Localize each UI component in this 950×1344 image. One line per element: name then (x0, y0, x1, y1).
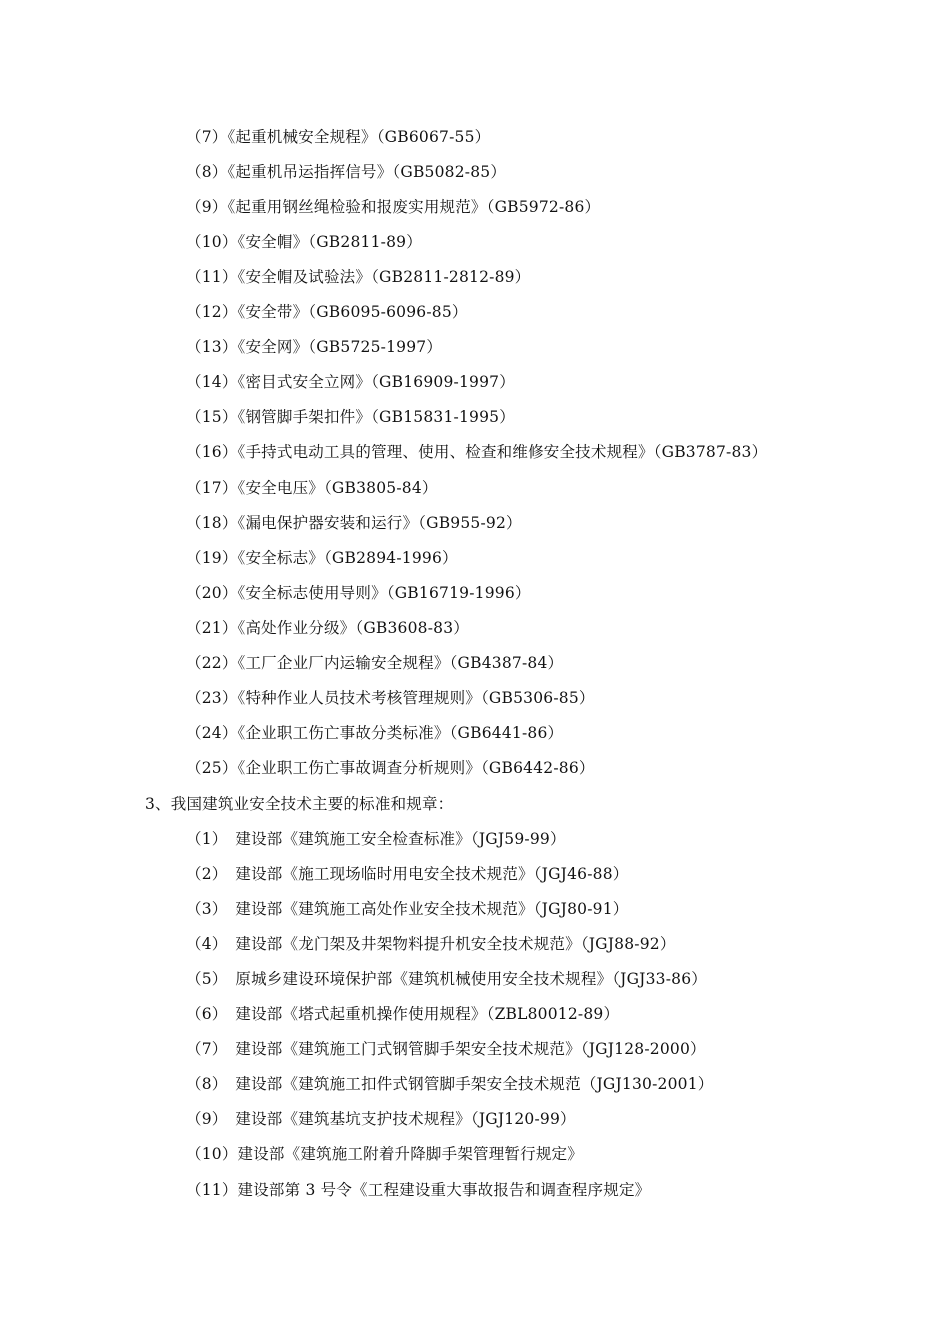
regulation-item: （10）建设部《建筑施工附着升降脚手架管理暂行规定》 (186, 1145, 583, 1163)
standard-item: （10）《安全帽》（GB2811-89） (186, 233, 422, 251)
standard-item: （21）《高处作业分级》（GB3608-83） (186, 619, 470, 637)
standard-item: （18）《漏电保护器安装和运行》（GB955-92） (186, 514, 522, 532)
standard-item: （16）《手持式电动工具的管理、使用、检查和维修安全技术规程》（GB3787-83） (186, 443, 768, 461)
standard-item: （22）《工厂企业厂内运输安全规程》（GB4387-84） (186, 654, 564, 672)
standard-item: （15）《钢管脚手架扣件》（GB15831-1995） (186, 408, 515, 426)
section-heading: 3、我国建筑业安全技术主要的标准和规章： (145, 795, 454, 813)
regulation-item: （9） 建设部《建筑基坑支护技术规程》（JGJ120-99） (186, 1110, 576, 1128)
standard-item: （23）《特种作业人员技术考核管理规则》（GB5306-85） (186, 689, 595, 707)
standard-item: （8）《起重机吊运指挥信号》（GB5082-85） (186, 163, 507, 181)
standard-item: （11）《安全帽及试验法》（GB2811-2812-89） (186, 268, 531, 286)
standard-item: （24）《企业职工伤亡事故分类标准》（GB6441-86） (186, 724, 564, 742)
regulation-item: （1） 建设部《建筑施工安全检查标准》（JGJ59-99） (186, 830, 566, 848)
standard-item: （20）《安全标志使用导则》（GB16719-1996） (186, 584, 531, 602)
standard-item: （12）《安全带》（GB6095-6096-85） (186, 303, 468, 321)
regulation-item: （6） 建设部《塔式起重机操作使用规程》（ZBL80012-89） (186, 1005, 620, 1023)
regulation-item: （8） 建设部《建筑施工扣件式钢管脚手架安全技术规范（JGJ130-2001） (186, 1075, 714, 1093)
standard-item: （17）《安全电压》（GB3805-84） (186, 479, 438, 497)
regulation-item: （5） 原城乡建设环境保护部《建筑机械使用安全技术规程》（JGJ33-86） (186, 970, 707, 988)
standard-item: （13）《安全网》（GB5725-1997） (186, 338, 443, 356)
regulation-item: （7） 建设部《建筑施工门式钢管脚手架安全技术规范》（JGJ128-2000） (186, 1040, 706, 1058)
regulation-item: （11）建设部第 3 号令《工程建设重大事故报告和调查程序规定》 (186, 1181, 651, 1199)
regulation-item: （2） 建设部《施工现场临时用电安全技术规范》（JGJ46-88） (186, 865, 629, 883)
standard-item: （25）《企业职工伤亡事故调查分析规则》（GB6442-86） (186, 759, 595, 777)
standard-item: （14）《密目式安全立网》（GB16909-1997） (186, 373, 515, 391)
regulation-item: （3） 建设部《建筑施工高处作业安全技术规范》（JGJ80-91） (186, 900, 629, 918)
standard-item: （19）《安全标志》（GB2894-1996） (186, 549, 458, 567)
standard-item: （7）《起重机械安全规程》（GB6067-55） (186, 128, 491, 146)
regulation-item: （4） 建设部《龙门架及井架物料提升机安全技术规范》（JGJ88-92） (186, 935, 676, 953)
standard-item: （9）《起重用钢丝绳检验和报废实用规范》（GB5972-86） (186, 198, 601, 216)
